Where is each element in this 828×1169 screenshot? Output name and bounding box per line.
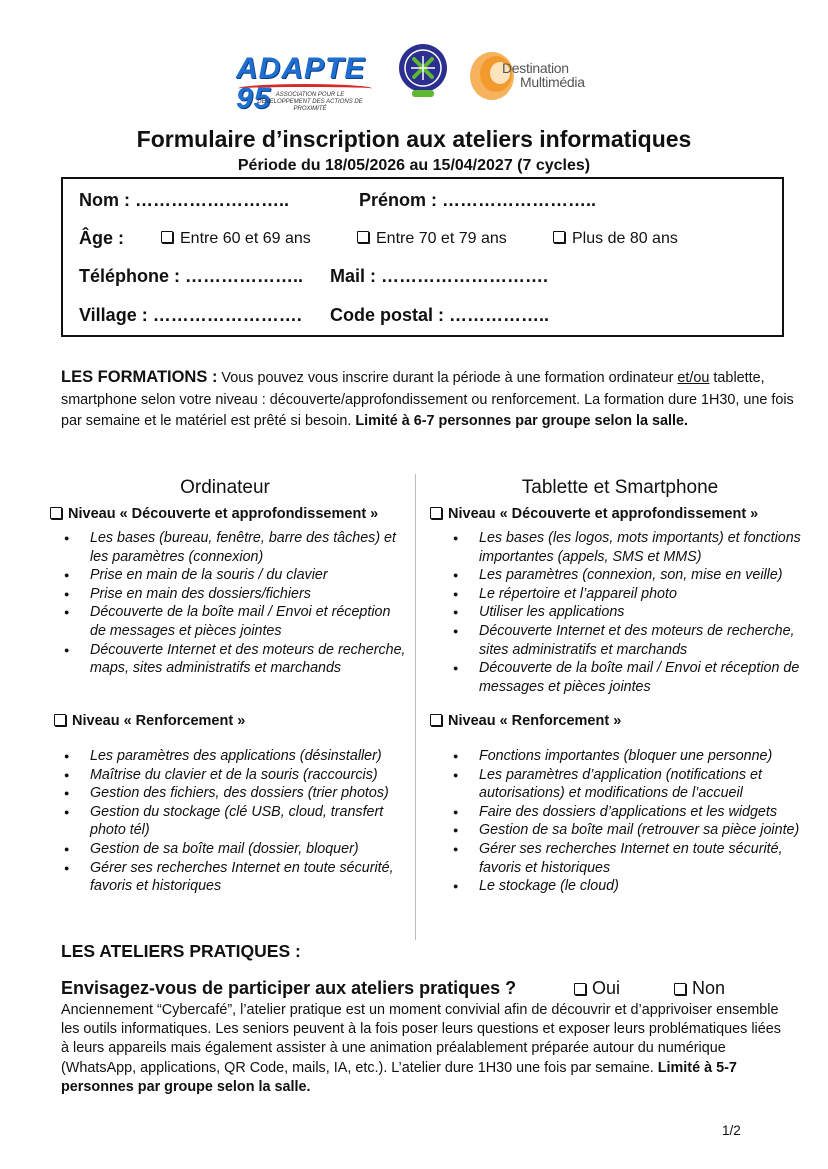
list-item: ● Gérer ses recherches Internet en toute sécurité, favoris et historiques bbox=[451, 840, 811, 877]
age-label: Âge : bbox=[79, 228, 124, 248]
crossroads-emblem-logo bbox=[396, 41, 450, 99]
nom-field[interactable]: Nom : …………………….. bbox=[79, 190, 289, 210]
ateliers-limit: Limité à 5-7 personnes par groupe selon la salle. bbox=[61, 1059, 737, 1095]
age-option-label: Entre 60 et 69 ans bbox=[180, 230, 311, 247]
tablette-level1-list bbox=[451, 529, 811, 696]
tablette-level1[interactable] bbox=[430, 506, 758, 522]
ateliers-question: Envisagez-vous de participer aux ateliers pratiques ? bbox=[61, 978, 517, 998]
list-item: ● Gestion des fichiers, des dossiers (trier photos) bbox=[62, 784, 410, 803]
non-option[interactable] bbox=[674, 978, 725, 999]
checkbox-icon[interactable] bbox=[54, 714, 66, 726]
formations-limit: Limité à 6-7 personnes par groupe selon la salle. bbox=[355, 413, 689, 429]
level-label: Niveau « Renforcement » bbox=[448, 713, 622, 729]
age-option-60-69[interactable] bbox=[161, 230, 311, 248]
village-field[interactable]: Village : ……………………. bbox=[79, 305, 302, 325]
age-option-label: Entre 70 et 79 ans bbox=[376, 230, 507, 247]
list-item: ● Les bases (les logos, mots importants) et fonctions importantes (appels, SMS et MMS) bbox=[451, 529, 811, 566]
tablette-level2-list bbox=[451, 747, 811, 896]
checkbox-icon[interactable] bbox=[430, 714, 442, 726]
checkbox-icon[interactable] bbox=[674, 983, 686, 995]
code-postal-field[interactable]: Code postal : …………….. bbox=[330, 305, 550, 325]
tablette-level2[interactable] bbox=[430, 713, 621, 729]
dm-line1: Destination bbox=[502, 60, 569, 76]
page-title: Formulaire d’inscription aux ateliers informatiques bbox=[136, 126, 692, 152]
ordinateur-level1[interactable] bbox=[50, 506, 378, 522]
oui-option[interactable] bbox=[574, 978, 620, 999]
formations-text-1: Vous pouvez vous inscrire durant la période à une formation ordinateur bbox=[217, 370, 678, 386]
checkbox-icon[interactable] bbox=[553, 231, 565, 243]
list-item: ● Fonctions importantes (bloquer une personne) bbox=[451, 747, 811, 766]
adapte95-tagline: ASSOCIATION POUR LE DÉVELOPPEMENT DES ACTIONS DE PROXIMITÉ bbox=[257, 92, 363, 112]
page-number: 1/2 bbox=[722, 1123, 741, 1138]
oui-label: Oui bbox=[592, 978, 621, 998]
level-label: Niveau « Renforcement » bbox=[72, 713, 246, 729]
list-item: ● Gérer ses recherches Internet en toute sécurité, favoris et historiques bbox=[62, 859, 410, 896]
period-subtitle: Période du 18/05/2026 au 15/04/2027 (7 cycles) bbox=[237, 157, 591, 174]
list-item: ● Les paramètres d’application (notifications et autorisations) et modifications de l’accueil bbox=[451, 766, 811, 803]
formations-et-ou: et/ou bbox=[677, 370, 710, 386]
personal-info-box bbox=[61, 177, 784, 337]
list-item: ● Les paramètres (connexion, son, mise en veille) bbox=[451, 566, 811, 585]
list-item: ● Gestion de sa boîte mail (dossier, bloquer) bbox=[62, 840, 410, 859]
prenom-field[interactable]: Prénom : …………………….. bbox=[359, 190, 597, 210]
level-label: Niveau « Découverte et approfondissement » bbox=[448, 506, 759, 522]
list-item: ● Découverte de la boîte mail / Envoi et réception de messages et pièces jointes bbox=[62, 603, 410, 640]
checkbox-icon[interactable] bbox=[357, 231, 369, 243]
ordinateur-level1-list bbox=[62, 529, 410, 678]
list-item: ● Prise en main des dossiers/fichiers bbox=[62, 585, 410, 604]
list-item: ● Les bases (bureau, fenêtre, barre des tâches) et les paramètres (connexion) bbox=[62, 529, 410, 566]
list-item: ● Découverte Internet et des moteurs de recherche, maps, sites administratifs et marchands bbox=[62, 641, 410, 678]
list-item: ● Gestion du stockage (clé USB, cloud, transfert photo tél) bbox=[62, 803, 410, 840]
list-item: ● Gestion de sa boîte mail (retrouver sa pièce jointe) bbox=[451, 821, 811, 840]
age-option-label: Plus de 80 ans bbox=[572, 230, 678, 247]
formations-text-2: tablette, smartphone selon votre niveau : découverte/approfondissement ou renforcement. La formation dure 1H30, une fois par semaine et le matériel est prêté si besoin. bbox=[61, 370, 794, 429]
formations-paragraph bbox=[61, 367, 801, 433]
ateliers-text: Anciennement “Cybercafé”, l’atelier pratique est un moment convivial afin de découvrir et d’apprivoiser ensemble les outils informatiques. Les seniors peuvent à la fois poser leurs questions et exposer leurs problématiques liées à leurs appareils mais également assister à une animation préalablement préparée autour du numérique (WhatsApp, applications, QR Code, mails, IA, etc.). L’atelier dure 1H30 une fois par semaine. bbox=[61, 1002, 781, 1076]
adapte95-wordmark: ADAPTE 95 bbox=[236, 52, 366, 115]
non-label: Non bbox=[692, 978, 726, 998]
telephone-field[interactable]: Téléphone : ……………….. bbox=[79, 266, 304, 286]
list-item: ● Les paramètres des applications (désinstaller) bbox=[62, 747, 410, 766]
column-divider bbox=[415, 474, 416, 940]
list-item: ● Le stockage (le cloud) bbox=[451, 877, 811, 896]
formations-heading: LES FORMATIONS : bbox=[61, 368, 218, 386]
logo-strip bbox=[0, 38, 828, 115]
list-item: ● Le répertoire et l’appareil photo bbox=[451, 585, 811, 604]
ordinateur-level2[interactable] bbox=[54, 713, 245, 729]
ordinateur-heading: Ordinateur bbox=[180, 477, 270, 498]
tablette-heading: Tablette et Smartphone bbox=[521, 477, 719, 498]
level-label: Niveau « Découverte et approfondissement » bbox=[68, 506, 379, 522]
checkbox-icon[interactable] bbox=[574, 983, 586, 995]
ordinateur-level2-list bbox=[62, 747, 410, 896]
ateliers-paragraph bbox=[61, 1001, 789, 1097]
destination-multimedia-logo bbox=[468, 48, 638, 104]
list-item: ● Maîtrise du clavier et de la souris (raccourcis) bbox=[62, 766, 410, 785]
age-option-70-79[interactable] bbox=[357, 230, 507, 248]
checkbox-icon[interactable] bbox=[161, 231, 173, 243]
checkbox-icon[interactable] bbox=[430, 507, 442, 519]
crossroads-emblem-icon bbox=[396, 41, 450, 99]
list-item: ● Faire des dossiers d’applications et les widgets bbox=[451, 803, 811, 822]
ateliers-heading: LES ATELIERS PRATIQUES : bbox=[61, 941, 301, 961]
adapte95-logo bbox=[236, 52, 378, 115]
checkbox-icon[interactable] bbox=[50, 507, 62, 519]
list-item: ● Découverte de la boîte mail / Envoi et réception de messages et pièces jointes bbox=[451, 659, 811, 696]
orange-swirl-icon bbox=[468, 48, 528, 104]
age-option-80-plus[interactable] bbox=[553, 230, 678, 248]
list-item: ● Prise en main de la souris / du clavier bbox=[62, 566, 410, 585]
list-item: ● Utiliser les applications bbox=[451, 603, 811, 622]
mail-field[interactable]: Mail : ………………………. bbox=[330, 266, 549, 286]
dm-line2: Multimédia bbox=[520, 74, 585, 90]
list-item: ● Découverte Internet et des moteurs de recherche, sites administratifs et marchands bbox=[451, 622, 811, 659]
